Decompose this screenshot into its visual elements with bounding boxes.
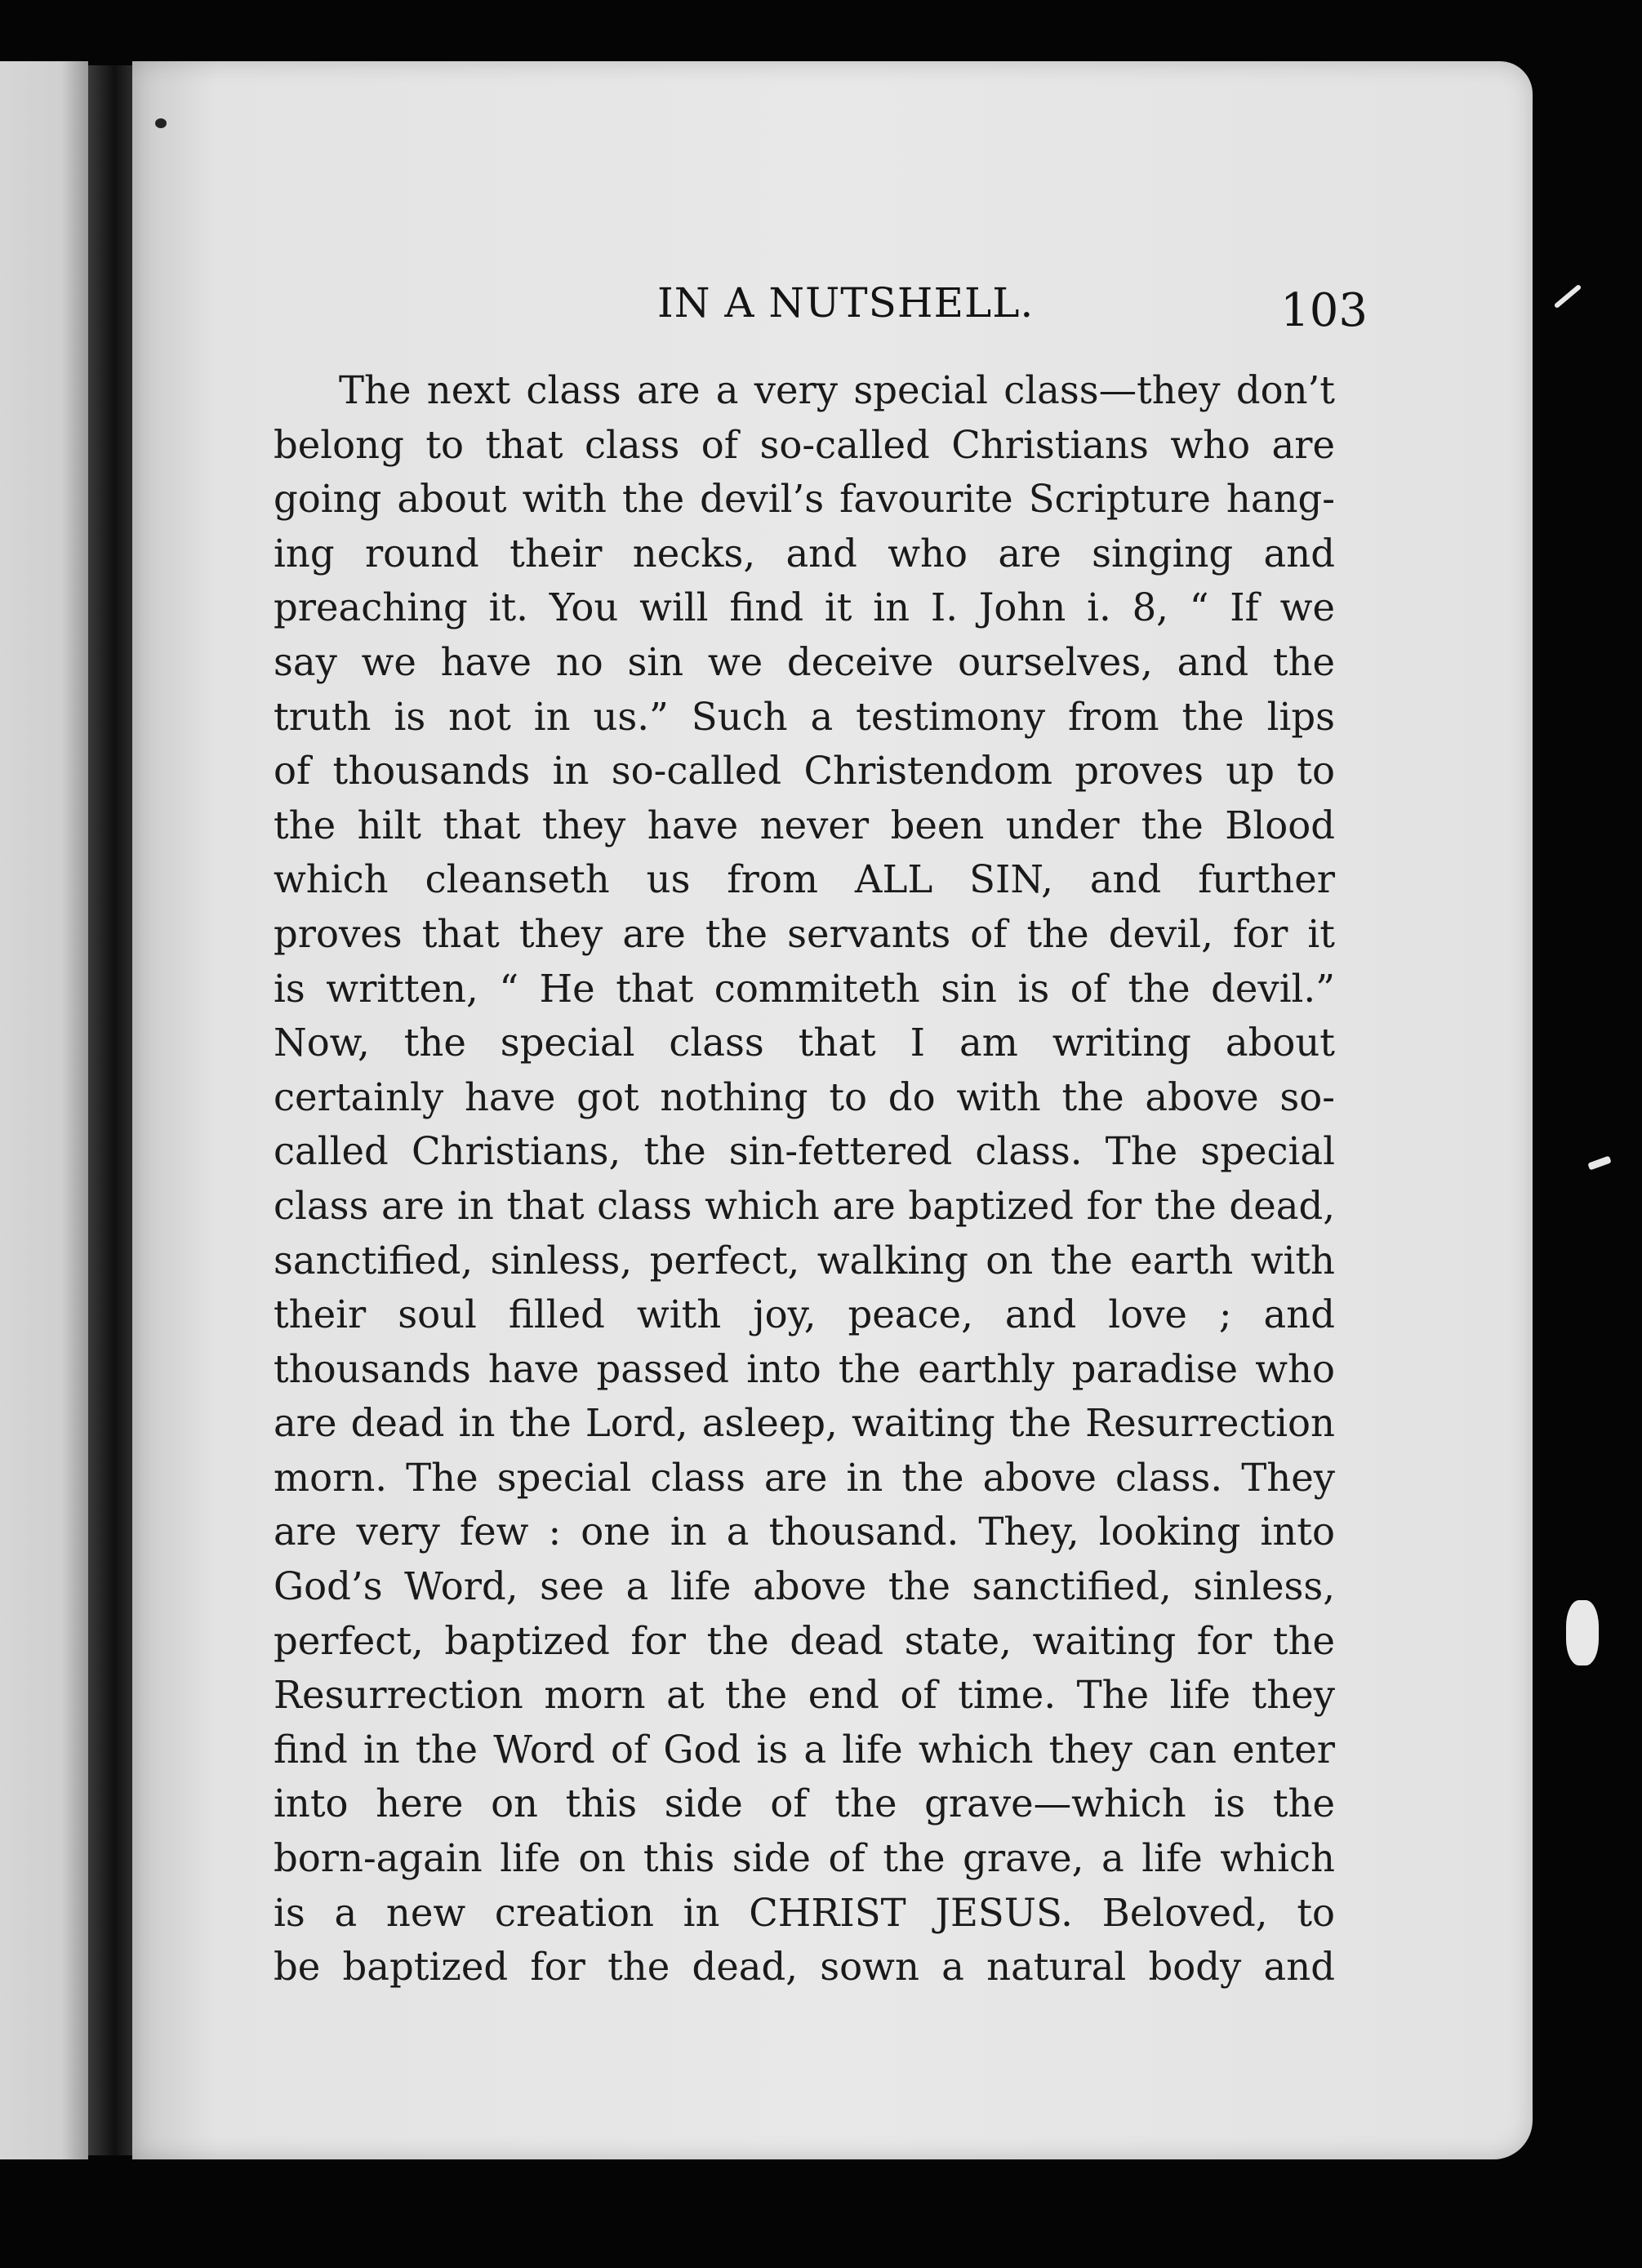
text-line: perfect, baptized for the dead state, waiting for the [274,1618,1335,1663]
text-line: are dead in the Lord, asleep, waiting the Resurrection [274,1401,1335,1446]
page-number: 103 [1280,284,1368,337]
text-line: called Christians, the sin-fettered class. The special [274,1129,1335,1174]
text-line: is written, “ He that commiteth sin is of the devil.” [274,966,1335,1011]
text-line: belong to that class of so-called Christians who are [274,422,1335,467]
text-line: the hilt that they have never been under the Blood [274,803,1335,847]
text-line: born-again life on this side of the grave, a life which [274,1836,1335,1881]
running-title: IN A NUTSHELL. [657,279,1035,327]
text-line: truth is not in us.” Such a testimony from the lips [274,694,1335,739]
page-header [269,269,1368,343]
text-line: God’s Word, see a life above the sanctified, sinless, [274,1564,1335,1609]
text-line: their soul filled with joy, peace, and love ; and [274,1292,1335,1337]
text-line: preaching it. You will find it in I. John i. 8, “ If we [274,585,1335,630]
body-paragraph [274,363,1335,1995]
text-line: morn. The special class are in the above class. They [274,1455,1335,1500]
text-line: ing round their necks, and who are singing and [274,531,1335,576]
text-line: Now, the special class that I am writing about [274,1021,1335,1065]
text-line: are very few : one in a thousand. They, looking into [274,1510,1335,1554]
text-line: proves that they are the servants of the devil, for it [274,911,1335,956]
text-line: class are in that class which are baptized for the dead, [274,1183,1335,1228]
text-line: is a new creation in CHRIST JESUS. Beloved, to [274,1890,1335,1935]
ink-speck [155,118,167,128]
text-line: which cleanseth us from ALL SIN, and further [274,857,1335,902]
edge-mark [1566,1600,1599,1665]
text-line: sanctified, sinless, perfect, walking on the earth with [274,1238,1335,1283]
text-line: going about with the devil’s favourite Scripture hang- [274,477,1335,522]
book-gutter [88,65,132,2155]
edge-mark [1554,284,1582,309]
facing-page-edge [0,61,88,2159]
text-line: find in the Word of God is a life which they can enter [274,1727,1335,1772]
text-line: into here on this side of the grave—which is the [274,1781,1335,1826]
text-line: Resurrection morn at the end of time. The life they [274,1673,1335,1718]
text-line: be baptized for the dead, sown a natural body and [274,1945,1335,1990]
text-line: say we have no sin we deceive ourselves, and the [274,639,1335,684]
text-line: thousands have passed into the earthly paradise who [274,1346,1335,1391]
edge-mark [1587,1155,1611,1170]
text-line: certainly have got nothing to do with the above so- [274,1074,1335,1119]
text-line: of thousands in so-called Christendom proves up to [274,749,1335,794]
text-line: The next class are a very special class—they don’t [339,368,1335,412]
